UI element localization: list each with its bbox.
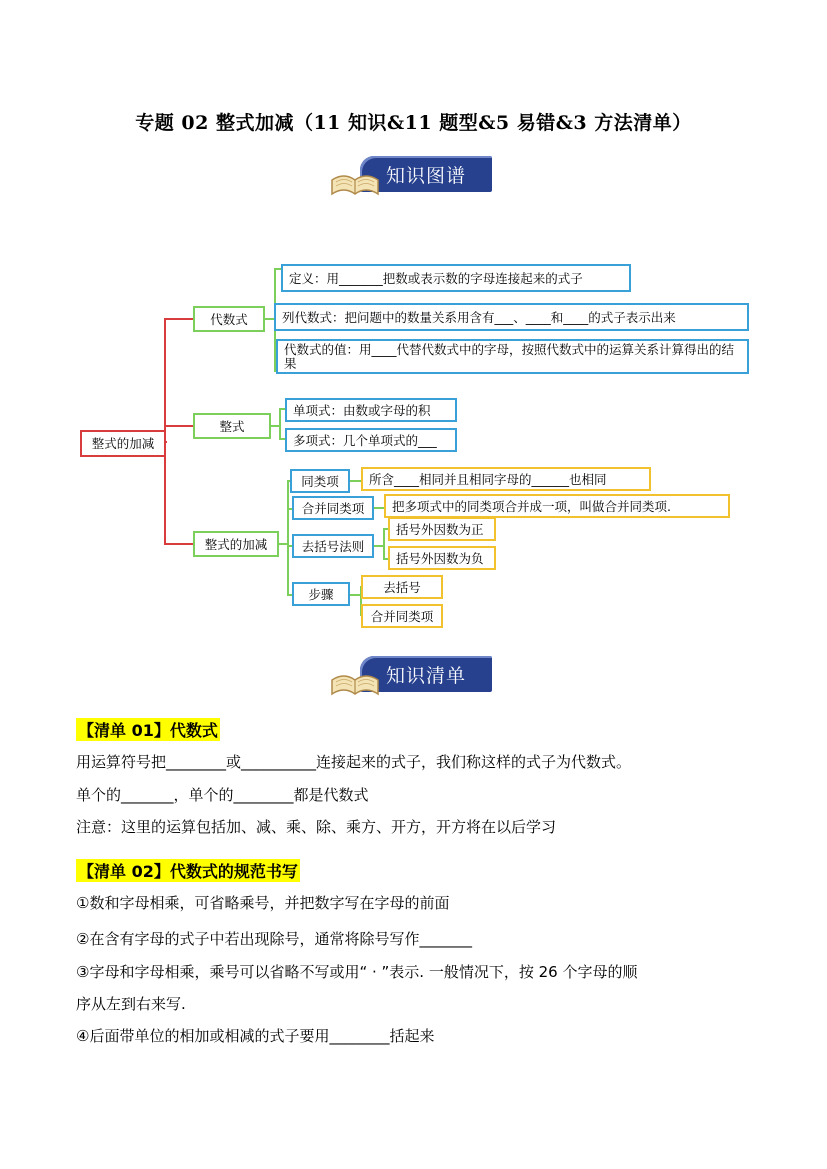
mindmap-step-2: 合并同类项 xyxy=(361,604,443,628)
list01-paragraph-1: 用运算符号把________或__________连接起来的式子，我们称这样的式子为代数式。 xyxy=(76,753,632,771)
list02-paragraph-2: ②在含有字母的式子中若出现除号，通常将除号写作_______ xyxy=(76,930,472,948)
mindmap-list-expression: 列代数式：把问题中的数量关系用含有___、____和____的式子表示出来 xyxy=(274,303,749,331)
list02-paragraph-4: 序从左到右来写. xyxy=(76,995,186,1013)
mindmap-brackets: 去括号法则 xyxy=(292,534,374,558)
knowledge-list-banner xyxy=(330,650,490,700)
list02-paragraph-3: ③字母和字母相乘，乘号可以省略不写或用“ · ”表示. 一般情况下，按 26 个字母的顺 xyxy=(76,963,638,981)
mindmap-branch-addition: 整式的加减 xyxy=(193,531,279,557)
banner-label: 知识图谱 xyxy=(386,165,467,187)
mindmap-branch-polynomial: 整式 xyxy=(193,413,271,439)
mindmap-branch-algebraic-expression: 代数式 xyxy=(193,306,265,332)
page-title: 专题 02 整式加减（11 知识&11 题型&5 易错&3 方法清单） xyxy=(135,112,692,134)
mindmap-like-terms-desc: 所含____相同并且相同字母的______也相同 xyxy=(361,467,651,491)
mindmap-definition: 定义：用_______把数或表示数的字母连接起来的式子 xyxy=(281,264,631,292)
mindmap-bracket-negative: 括号外因数为负 xyxy=(388,546,496,570)
list02-paragraph-1: ①数和字母相乘，可省略乘号，并把数字写在字母的前面 xyxy=(76,894,450,912)
mindmap-like-terms: 同类项 xyxy=(290,469,350,493)
mindmap-multinomial: 多项式：几个单项式的___ xyxy=(285,428,457,452)
list01-paragraph-2: 单个的_______，单个的________都是代数式 xyxy=(76,786,369,804)
knowledge-map-banner xyxy=(330,150,490,200)
banner-label: 知识清单 xyxy=(386,665,467,687)
mindmap-combine: 合并同类项 xyxy=(292,496,374,520)
list02-heading: 【清单 02】代数式的规范书写 xyxy=(76,859,300,882)
list01-heading: 【清单 01】代数式 xyxy=(76,718,220,741)
mindmap-steps: 步骤 xyxy=(292,582,350,606)
book-icon xyxy=(330,164,380,200)
mindmap-monomial: 单项式：由数或字母的积 xyxy=(285,398,457,422)
list02-paragraph-5: ④后面带单位的相加或相减的式子要用________括起来 xyxy=(76,1027,435,1045)
list01-paragraph-3: 注意：这里的运算包括加、减、乘、除、乘方、开方，开方将在以后学习 xyxy=(76,818,557,836)
mindmap-combine-desc: 把多项式中的同类项合并成一项，叫做合并同类项. xyxy=(384,494,730,518)
mindmap-root: 整式的加减 xyxy=(80,430,166,457)
book-icon xyxy=(330,664,380,700)
mindmap-step-1: 去括号 xyxy=(361,575,443,599)
mindmap-bracket-positive: 括号外因数为正 xyxy=(388,517,496,541)
mindmap-expression-value: 代数式的值：用____代替代数式中的字母，按照代数式中的运算关系计算得出的结果 xyxy=(276,339,749,374)
